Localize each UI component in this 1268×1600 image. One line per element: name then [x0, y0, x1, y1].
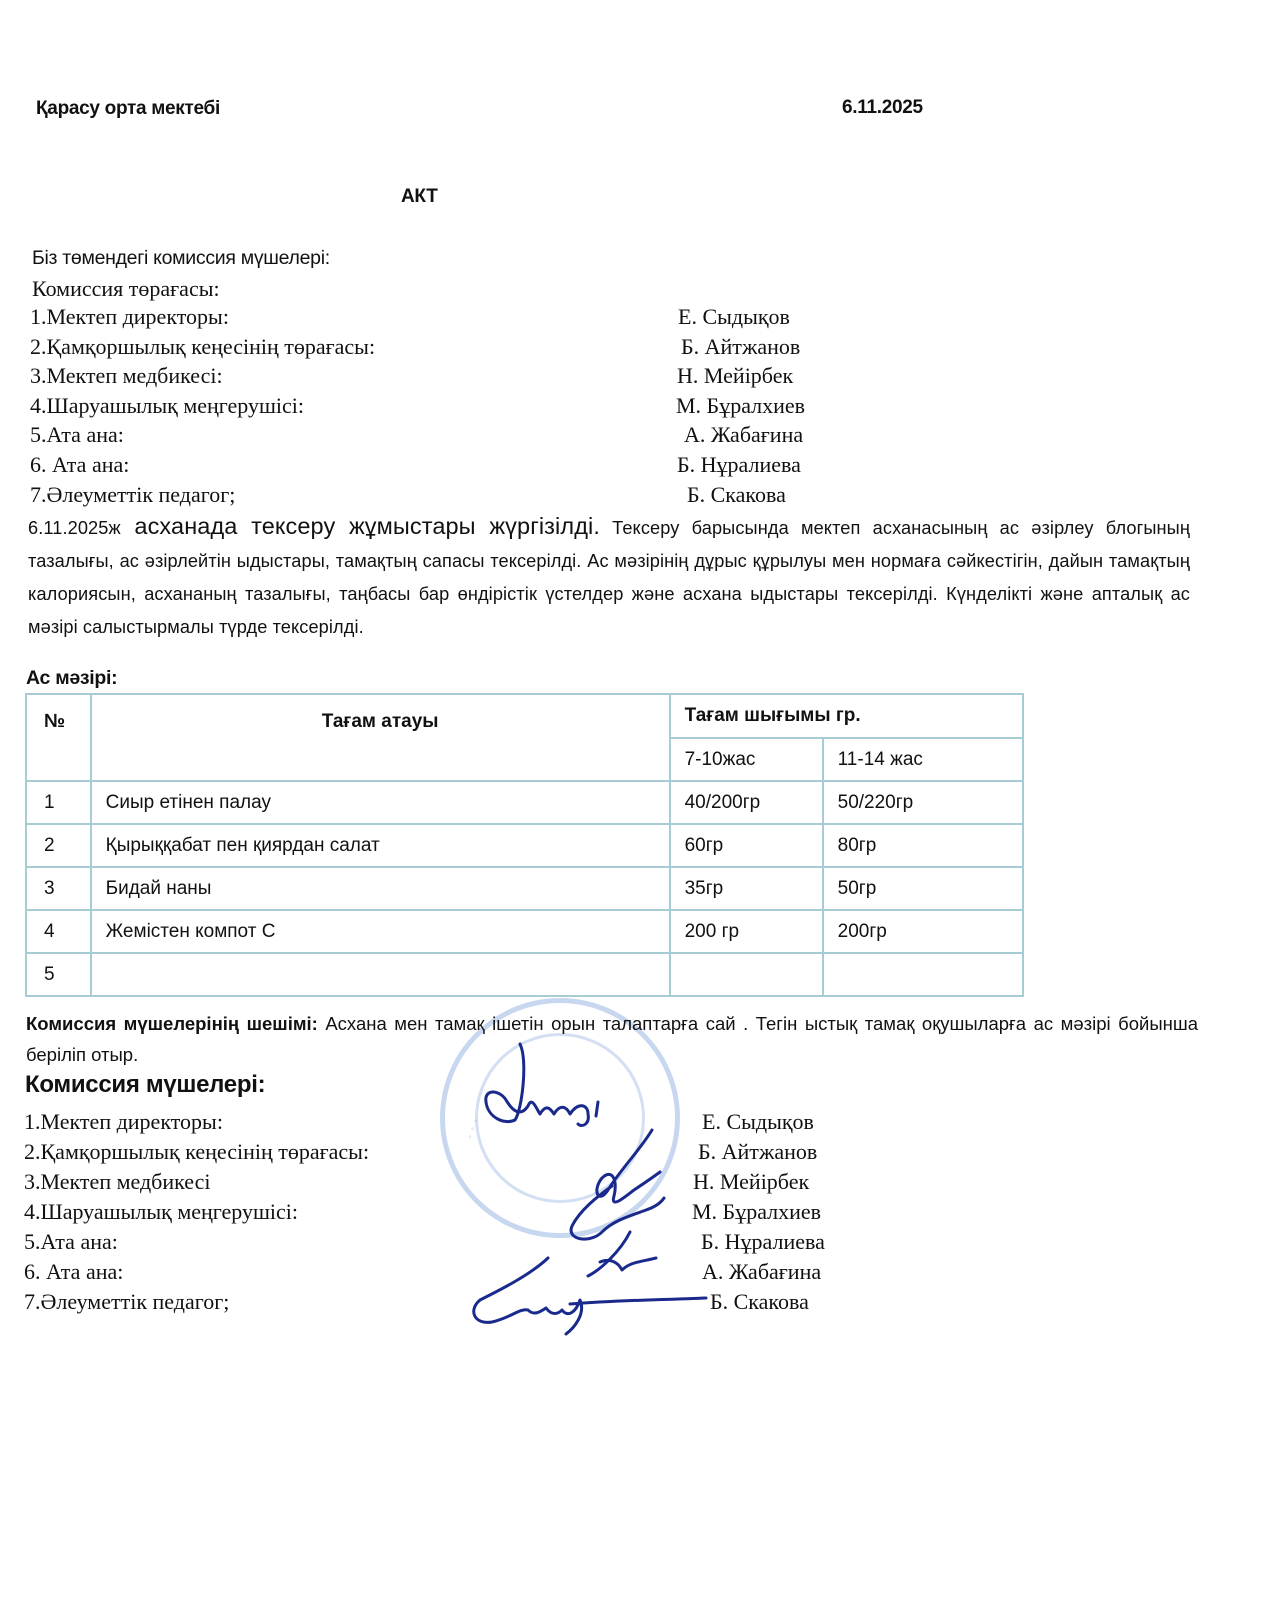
member-name: Б. Скакова	[710, 1289, 809, 1314]
table-header-row	[26, 694, 1023, 738]
member-role: 2.Қамқоршылық кеңесінің төрағасы:	[30, 333, 376, 359]
member-name: Б. Нұралиева	[701, 1229, 825, 1254]
member-row	[24, 1167, 924, 1197]
member-row	[24, 1227, 924, 1257]
intro-lead: Біз төмендегі комиссия мүшелері:	[32, 247, 330, 269]
menu-table	[25, 693, 1024, 997]
member-name: Н. Мейірбек	[677, 363, 794, 389]
member-role: 2.Қамқоршылық кеңесінің төрағасы:	[24, 1139, 370, 1164]
member-name: Б. Скакова	[687, 481, 786, 507]
member-row	[30, 450, 930, 480]
row-portion-7-10: 35гр	[670, 867, 823, 910]
member-role: 7.Әлеуметтік педагог;	[24, 1289, 230, 1314]
row-portion-11-14: 80гр	[823, 824, 1023, 867]
row-num: 1	[26, 781, 91, 824]
row-portion-7-10: 40/200гр	[670, 781, 823, 824]
table-row	[26, 953, 1023, 996]
member-role: 4.Шаруашылық меңгерушісі:	[24, 1199, 299, 1224]
member-role: 6. Ата ана:	[30, 451, 130, 477]
table-row	[26, 824, 1023, 867]
decision-label: Комиссия мүшелерінің шешімі:	[26, 1013, 318, 1034]
member-row	[30, 420, 930, 450]
member-role: 4.Шаруашылық меңгерушісі:	[30, 392, 305, 418]
inspection-details: Тексеру барысында мектеп асханасының ас әзірлеу блогының тазалығы, ас әзірлейтін ыдыстары, тамақтың сапасы тексерілді. Ас мәзірінің дұрыс құрылуы мен нормаға сәйкестігін, дайын тамақтың калориясын, асхананың тазалығы, таңбасы бар өндірістік үстелдер және асхана ыдыстары тексерілді. Күнделікті және апталық ас мәзірі салыстырмалы түрде тексерілді.	[28, 518, 1190, 637]
member-name: А. Жабағина	[684, 422, 804, 448]
member-row	[24, 1257, 924, 1287]
row-num: 5	[26, 953, 91, 996]
member-name: А. Жабағина	[702, 1259, 822, 1284]
member-name: М. Бұралхиев	[692, 1199, 822, 1224]
member-role: 1.Мектеп директоры:	[24, 1109, 223, 1134]
row-dish	[91, 953, 670, 996]
member-role: 5.Ата ана:	[24, 1229, 118, 1254]
member-name: Н. Мейірбек	[693, 1169, 810, 1194]
row-dish: Қырыққабат пен қиярдан салат	[91, 824, 670, 867]
member-row	[30, 332, 930, 362]
menu-heading: Ас мәзірі:	[26, 667, 118, 689]
row-portion-11-14: 200гр	[823, 910, 1023, 953]
row-portion-7-10: 60гр	[670, 824, 823, 867]
inspection-date: 6.11.2025ж	[28, 518, 121, 538]
member-role: 5.Ата ана:	[30, 422, 124, 448]
member-name: М. Бұралхиев	[676, 392, 806, 418]
row-num: 2	[26, 824, 91, 867]
decision-paragraph	[26, 1008, 1198, 1070]
header-age-7-10: 7-10жас	[670, 738, 823, 781]
row-portion-7-10: 200 гр	[670, 910, 823, 953]
row-portion-11-14: 50/220гр	[823, 781, 1023, 824]
stamp-text: ◦ ◦ ◦	[464, 1116, 483, 1141]
table-row	[26, 867, 1023, 910]
row-portion-11-14: 50гр	[823, 867, 1023, 910]
member-role: 6. Ата ана:	[24, 1259, 124, 1284]
decision-text: Асхана мен тамақ ішетін орын талаптарға сай . Тегін ыстық тамақ оқушыларға ас мәзірі бойынша беріліп отыр.	[26, 1013, 1199, 1065]
chair-label: Комиссия төрағасы:	[32, 276, 220, 301]
member-row	[24, 1137, 924, 1167]
members-bottom-list	[24, 1107, 924, 1317]
inspection-lead: асханада тексеру жұмыстары жүргізілді.	[120, 513, 600, 539]
table-row	[26, 781, 1023, 824]
member-name: Б. Айтжанов	[681, 333, 801, 359]
member-row	[30, 302, 930, 332]
header-dish-name: Тағам атауы	[91, 694, 670, 781]
header-num: №	[26, 694, 91, 781]
member-name: Е. Сыдықов	[678, 304, 790, 329]
member-name: Б. Нұралиева	[677, 451, 801, 477]
inspection-paragraph	[28, 510, 1190, 644]
members-top-list	[30, 302, 930, 509]
table-row	[26, 910, 1023, 953]
row-portion-7-10	[670, 953, 823, 996]
header-age-11-14: 11-14 жас	[823, 738, 1023, 781]
member-role: 1.Мектеп директоры:	[30, 304, 229, 329]
school-name: Қарасу орта мектебі	[36, 98, 220, 119]
member-row	[30, 361, 930, 391]
row-num: 4	[26, 910, 91, 953]
member-name: Б. Айтжанов	[698, 1139, 818, 1164]
document-title: АКТ	[401, 186, 438, 207]
member-row	[30, 391, 930, 421]
member-role: 3.Мектеп медбикесі:	[30, 363, 223, 389]
document-date: 6.11.2025	[842, 97, 923, 118]
row-num: 3	[26, 867, 91, 910]
member-row	[30, 480, 930, 510]
row-portion-11-14	[823, 953, 1023, 996]
header-output: Тағам шығымы гр.	[670, 694, 1023, 738]
members-heading: Комиссия мүшелері:	[25, 1071, 266, 1098]
member-name: Е. Сыдықов	[702, 1109, 814, 1134]
member-row	[24, 1107, 924, 1137]
row-dish: Бидай наны	[91, 867, 670, 910]
member-row	[24, 1287, 924, 1317]
member-role: 7.Әлеуметтік педагог;	[30, 481, 236, 507]
row-dish: Сиыр етінен палау	[91, 781, 670, 824]
member-row	[24, 1197, 924, 1227]
member-role: 3.Мектеп медбикесі	[24, 1169, 211, 1194]
row-dish: Жемістен компот С	[91, 910, 670, 953]
